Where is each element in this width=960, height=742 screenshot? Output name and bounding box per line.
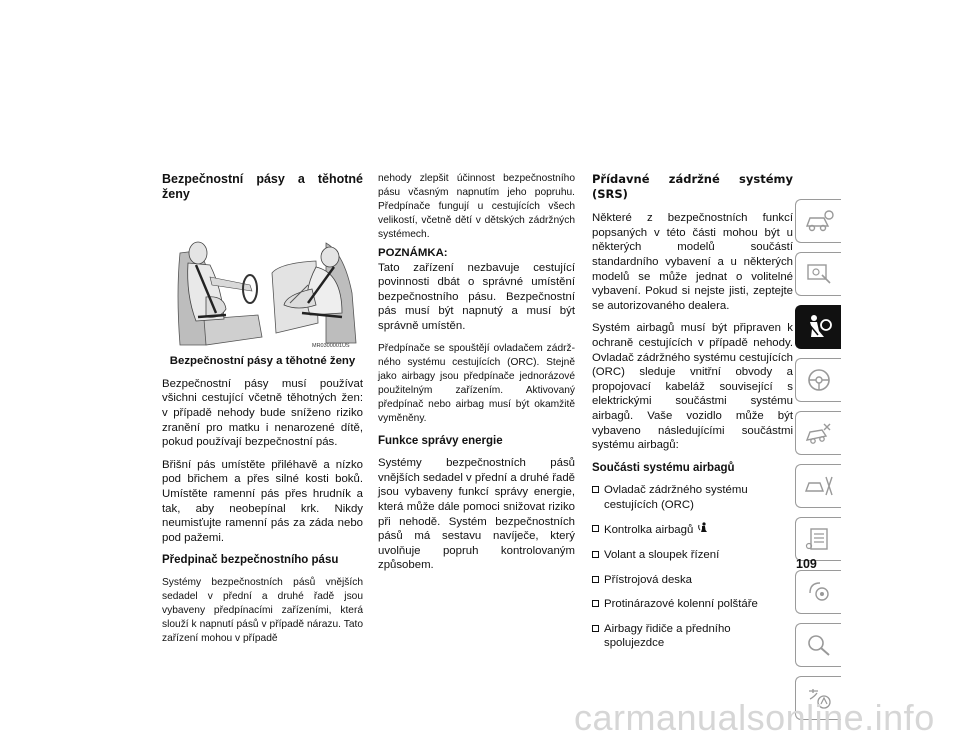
- watermark: carmanualsonline.info: [574, 697, 935, 738]
- list-item: Protinárazové kolenní polštáře: [592, 597, 793, 612]
- section-heading-pregnant: Bezpečnostní pásy a těhotné ženy: [162, 172, 363, 201]
- srs-paragraph-2: Systém airbagů musí být připraven k ochraně cestujících v případě nehody. Ovladač zádržného systému cestujících (ORC) sleduje vnitřní obvody a propojovací kabeláž související s elektrickými součástmi systému airbagů. Vaše vozidlo může být vybaveno následujícími součástmi systému airbagů:: [592, 322, 793, 452]
- section-heading-energy: Funkce správy energie: [378, 434, 503, 447]
- airbag-warning-icon: [698, 522, 709, 538]
- note-title: POZNÁMKA:: [378, 247, 448, 259]
- note-text: Tato zařízení nezbavuje cestující povinnosti dbát o správné umístění bezpečnostního pásu. Bezpečnostní pás musí být napnutý a musí být správně umístěn.: [378, 261, 575, 332]
- section-heading-airbag-components: Součásti systému airbagů: [592, 461, 735, 474]
- multimedia-icon[interactable]: [795, 570, 841, 614]
- srs-paragraph-1: Některé z bezpečnostních funkcí popsaných v této části mohou být u některých modelů součástí standardního vybavení a u některých modelů se může jednat o volitelné vybavení. Pokud si nejste jisti, zeptejte se autorizovaného dealera.: [592, 212, 793, 312]
- page-number: 109: [796, 557, 817, 571]
- pregnant-seatbelt-illustration: [166, 233, 365, 351]
- car-service-icon[interactable]: [795, 464, 841, 508]
- steering-wheel-icon[interactable]: [795, 358, 841, 402]
- specifications-icon[interactable]: [795, 517, 841, 561]
- list-item: Přístrojová deska: [592, 573, 793, 588]
- pregnant-paragraph-1: Bezpečnostní pásy musí používat všichni cestující včetně těhotných žen: v případě nehody bude sníženo riziko zranění pro matku i nenarozené dítě, pokud používají bezpečnostní pás.: [162, 377, 363, 449]
- figure-caption: Bezpečnostní pásy a těhotné ženy: [169, 355, 356, 368]
- energy-paragraph: Systémy bezpečnostních pásů vnějších sedadel v přední a druhé řadě jsou vybaveny funkcí správy energie, která může dále pomoci snižovat riziko při nehodě. Systém bezpečnostních pásů má sestavu navíječe, který uvolňuje popruh kontrolovaným způsobem.: [378, 457, 575, 572]
- list-item: Airbagy řidiče a předního spolujezdce: [592, 622, 793, 651]
- list-item: Ovladač zádržného systému cestujících (ORC): [592, 483, 793, 512]
- section-heading-pretensioner: Předpinač bezpečnostního pásu: [162, 554, 339, 567]
- orc-pretensioner-paragraph: Předpínače se spouštějí ovladačem zádržného systému cestujících (ORC). Stejně jako airbagy jsou předpínače jednorázové použitelným zařízením. Aktivovaný předpínač nebo airbag musí být okamžitě vyměněny.: [378, 342, 575, 424]
- airbag-seat-icon[interactable]: [795, 305, 841, 349]
- airbag-components-list: [592, 483, 793, 651]
- car-crash-icon[interactable]: [795, 411, 841, 455]
- illustration-graphic: [166, 233, 365, 351]
- car-info-icon[interactable]: [795, 199, 841, 243]
- column-2: [378, 172, 575, 581]
- list-item: Kontrolka airbagů: [592, 522, 793, 538]
- figure-code: MR0300001US: [312, 343, 350, 350]
- search-icon[interactable]: [795, 623, 841, 667]
- pregnant-paragraph-2: Břišní pás umístěte přiléhavě a nízko pod břichem a přes silné kosti boků. Umístěte ramenní pás přes hrudník a tak, aby neobepínal krk. Nikdy neumisťujte ramenní pás za záda nebo pod pažemi.: [162, 458, 363, 544]
- list-item: Volant a sloupek řízení: [592, 548, 793, 563]
- pretensioner-continued-paragraph: nehody zlepšit účinnost bezpečnostního pásu včasným napnutím jeho popruhu. Předpínače fungují u cestujících všech velikostí, včetně dětí v dětských zádržných systémech.: [378, 173, 575, 240]
- dashboard-warning-icon[interactable]: [795, 252, 841, 296]
- column-1: [162, 172, 363, 654]
- chapter-tabs: [795, 199, 843, 729]
- pretensioner-paragraph: Systémy bezpečnostních pásů vnějších sedadel v přední a druhé řadě jsou vybaveny předpínacími zařízeními, která slouží k napnutí pásů v případě nárazu. Tato zařízení mohou v případě: [162, 576, 363, 644]
- column-3: [592, 172, 793, 661]
- section-heading-srs: Přídavné zádržné systémy (SRS): [592, 172, 793, 201]
